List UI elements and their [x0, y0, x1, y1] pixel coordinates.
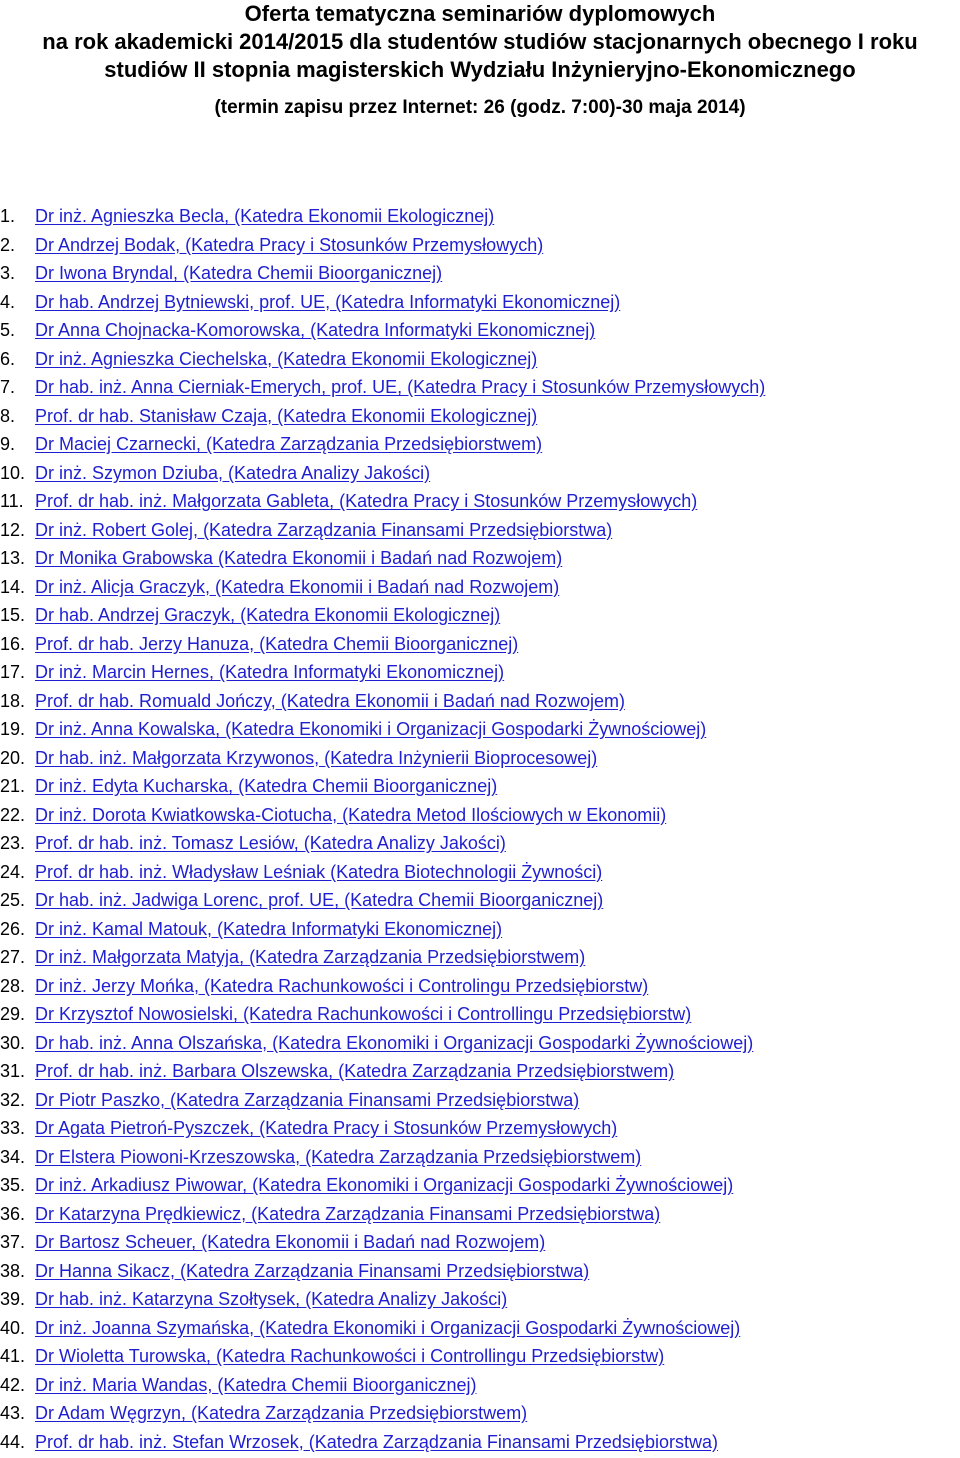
list-item	[0, 1228, 960, 1257]
item-number: 4.	[0, 291, 16, 312]
item-number: 13.	[0, 548, 26, 568]
supervisor-link[interactable]: Dr inż. Agnieszka Becla, (Katedra Ekonomii Ekologicznej)	[35, 206, 495, 226]
item-number: 26.	[0, 918, 26, 939]
item-number: 19.	[0, 719, 26, 739]
item-number: 30.	[0, 1032, 26, 1053]
list-item	[0, 1342, 960, 1371]
item-number: 43.	[0, 1403, 26, 1423]
list-item	[0, 829, 960, 858]
supervisor-link[interactable]: Dr Adam Węgrzyn, (Katedra Zarządzania Przedsiębiorstwem)	[35, 1403, 528, 1423]
list-item	[0, 1057, 960, 1086]
list-item	[0, 630, 960, 659]
list-item	[0, 544, 960, 573]
list-item	[0, 316, 960, 345]
supervisor-link[interactable]: Dr inż. Dorota Kwiatkowska-Ciotucha, (Katedra Metod Ilościowych w Ekonomii)	[35, 804, 667, 825]
list-item	[0, 373, 960, 402]
item-number: 41.	[0, 1346, 26, 1366]
title-line-2: na rok akademicki 2014/2015 dla studentów studiów stacjonarnych obecnego I roku	[42, 29, 918, 54]
list-item	[0, 1428, 960, 1457]
list-item	[0, 259, 960, 288]
list-item	[0, 1086, 960, 1115]
item-number: 42.	[0, 1374, 26, 1395]
item-number: 9.	[0, 434, 16, 454]
list-item	[0, 687, 960, 716]
supervisor-link[interactable]: Dr Katarzyna Prędkiewicz, (Katedra Zarządzania Finansami Przedsiębiorstwa)	[35, 1203, 661, 1224]
item-number: 10.	[0, 462, 26, 483]
supervisor-link[interactable]: Prof. dr hab. inż. Stefan Wrzosek, (Katedra Zarządzania Finansami Przedsiębiorstwa)	[35, 1431, 718, 1452]
item-number: 14.	[0, 576, 26, 597]
supervisor-link[interactable]: Dr inż. Małgorzata Matyja, (Katedra Zarządzania Przedsiębiorstwem)	[35, 947, 586, 967]
list-item	[0, 487, 960, 516]
list-item	[0, 1371, 960, 1400]
supervisor-link[interactable]: Dr inż. Robert Golej, (Katedra Zarządzania Finansami Przedsiębiorstwa)	[35, 519, 613, 540]
supervisor-link[interactable]: Dr inż. Edyta Kucharska, (Katedra Chemii Bioorganicznej)	[35, 776, 498, 796]
list-item	[0, 1314, 960, 1343]
enrollment-term: (termin zapisu przez Internet: 26 (godz. 7:00)-30 maja 2014)	[214, 97, 746, 118]
document-header	[0, 0, 960, 122]
supervisor-link[interactable]: Dr Bartosz Scheuer, (Katedra Ekonomii i Badań nad Rozwojem)	[35, 1232, 546, 1252]
item-number: 32.	[0, 1089, 26, 1110]
supervisor-link[interactable]: Dr hab. inż. Małgorzata Krzywonos, (Katedra Inżynierii Bioprocesowej)	[35, 747, 598, 768]
title-line-1: Oferta tematyczna seminariów dyplomowych	[244, 1, 716, 26]
supervisor-link[interactable]: Dr Hanna Sikacz, (Katedra Zarządzania Finansami Przedsiębiorstwa)	[35, 1260, 590, 1281]
list-item	[0, 915, 960, 944]
supervisor-link[interactable]: Dr inż. Kamal Matouk, (Katedra Informatyki Ekonomicznej)	[35, 918, 503, 939]
item-number: 22.	[0, 804, 26, 825]
list-item	[0, 573, 960, 602]
item-number: 31.	[0, 1061, 26, 1081]
list-item	[0, 801, 960, 830]
title-line-3: studiów II stopnia magisterskich Wydziału Inżynieryjno-Ekonomicznego	[104, 57, 856, 82]
item-number: 35.	[0, 1175, 26, 1195]
supervisor-link[interactable]: Dr Iwona Bryndal, (Katedra Chemii Bioorganicznej)	[35, 263, 443, 283]
list-item	[0, 658, 960, 687]
supervisor-link[interactable]: Dr hab. inż. Jadwiga Lorenc, prof. UE, (Katedra Chemii Bioorganicznej)	[35, 890, 604, 910]
list-item	[0, 231, 960, 260]
supervisor-link[interactable]: Dr Anna Chojnacka-Komorowska, (Katedra Informatyki Ekonomicznej)	[35, 320, 596, 340]
list-item	[0, 1200, 960, 1229]
supervisor-link[interactable]: Dr hab. Andrzej Bytniewski, prof. UE, (Katedra Informatyki Ekonomicznej)	[35, 291, 621, 312]
item-number: 16.	[0, 633, 26, 654]
supervisor-link[interactable]: Dr inż. Maria Wandas, (Katedra Chemii Bioorganicznej)	[35, 1374, 477, 1395]
list-item	[0, 516, 960, 545]
supervisor-link[interactable]: Dr inż. Szymon Dziuba, (Katedra Analizy Jakości)	[35, 462, 431, 483]
supervisor-link[interactable]: Dr Krzysztof Nowosielski, (Katedra Rachunkowości i Controllingu Przedsiębiorstw)	[35, 1004, 692, 1024]
item-number: 1.	[0, 206, 16, 226]
list-item	[0, 1257, 960, 1286]
list-item	[0, 1029, 960, 1058]
item-number: 6.	[0, 348, 16, 369]
item-number: 33.	[0, 1118, 26, 1138]
item-number: 38.	[0, 1260, 26, 1281]
item-number: 34.	[0, 1146, 26, 1167]
item-number: 39.	[0, 1289, 26, 1309]
list-item	[0, 430, 960, 459]
list-item	[0, 715, 960, 744]
supervisor-link[interactable]: Dr Wioletta Turowska, (Katedra Rachunkowości i Controllingu Przedsiębiorstw)	[35, 1346, 665, 1366]
supervisor-link[interactable]: Dr hab. inż. Anna Olszańska, (Katedra Ekonomiki i Organizacji Gospodarki Żywnościowej)	[35, 1032, 754, 1053]
supervisor-link[interactable]: Dr inż. Marcin Hernes, (Katedra Informatyki Ekonomicznej)	[35, 662, 505, 682]
supervisor-link[interactable]: Dr inż. Agnieszka Ciechelska, (Katedra Ekonomii Ekologicznej)	[35, 348, 538, 369]
list-item	[0, 202, 960, 231]
supervisor-link[interactable]: Dr hab. Andrzej Graczyk, (Katedra Ekonomii Ekologicznej)	[35, 605, 501, 625]
supervisor-link[interactable]: Prof. dr hab. inż. Władysław Leśniak (Katedra Biotechnologii Żywności)	[35, 861, 603, 882]
list-item	[0, 744, 960, 773]
supervisor-link[interactable]: Dr inż. Alicja Graczyk, (Katedra Ekonomii i Badań nad Rozwojem)	[35, 576, 560, 597]
list-item	[0, 943, 960, 972]
supervisor-link[interactable]: Dr Piotr Paszko, (Katedra Zarządzania Finansami Przedsiębiorstwa)	[35, 1089, 580, 1110]
item-number: 18.	[0, 690, 26, 711]
item-number: 15.	[0, 605, 26, 625]
list-item	[0, 1399, 960, 1428]
supervisor-link[interactable]: Prof. dr hab. inż. Barbara Olszewska, (Katedra Zarządzania Przedsiębiorstwem)	[35, 1061, 675, 1081]
item-number: 28.	[0, 975, 26, 996]
item-number: 3.	[0, 263, 16, 283]
supervisor-link[interactable]: Dr Maciej Czarnecki, (Katedra Zarządzania Przedsiębiorstwem)	[35, 434, 543, 454]
supervisor-link[interactable]: Dr hab. inż. Katarzyna Szołtysek, (Katedra Analizy Jakości)	[35, 1289, 508, 1309]
supervisor-link[interactable]: Dr Andrzej Bodak, (Katedra Pracy i Stosunków Przemysłowych)	[35, 234, 544, 255]
item-number: 23.	[0, 833, 26, 853]
item-number: 11.	[0, 491, 24, 511]
list-item	[0, 972, 960, 1001]
item-number: 40.	[0, 1317, 26, 1338]
item-number: 29.	[0, 1004, 26, 1024]
supervisor-link[interactable]: Dr Monika Grabowska (Katedra Ekonomii i Badań nad Rozwojem)	[35, 548, 563, 568]
list-item	[0, 288, 960, 317]
list-item	[0, 886, 960, 915]
supervisor-link[interactable]: Prof. dr hab. inż. Tomasz Lesiów, (Katedra Analizy Jakości)	[35, 833, 506, 853]
item-number: 20.	[0, 747, 26, 768]
supervisor-link[interactable]: Dr Elstera Piowoni-Krzeszowska, (Katedra Zarządzania Przedsiębiorstwem)	[35, 1146, 642, 1167]
list-item	[0, 402, 960, 431]
list-item	[0, 1143, 960, 1172]
list-item	[0, 1000, 960, 1029]
item-number: 27.	[0, 947, 26, 967]
supervisor-link[interactable]: Prof. dr hab. Jerzy Hanuza, (Katedra Chemii Bioorganicznej)	[35, 633, 519, 654]
item-number: 44.	[0, 1431, 26, 1452]
supervisor-link[interactable]: Prof. dr hab. Stanisław Czaja, (Katedra Ekonomii Ekologicznej)	[35, 405, 538, 426]
item-number: 37.	[0, 1232, 26, 1252]
item-number: 7.	[0, 377, 16, 397]
supervisor-link[interactable]: Dr inż. Arkadiusz Piwowar, (Katedra Ekonomiki i Organizacji Gospodarki Żywnościowej)	[35, 1175, 734, 1195]
supervisor-link[interactable]: Dr inż. Joanna Szymańska, (Katedra Ekonomiki i Organizacji Gospodarki Żywnościowej)	[35, 1317, 741, 1338]
item-number: 25.	[0, 890, 26, 910]
item-number: 21.	[0, 776, 26, 796]
item-number: 2.	[0, 234, 16, 255]
list-item	[0, 772, 960, 801]
supervisor-link[interactable]: Prof. dr hab. Romuald Jończy, (Katedra Ekonomii i Badań nad Rozwojem)	[35, 690, 625, 711]
list-item	[0, 1171, 960, 1200]
item-number: 24.	[0, 861, 26, 882]
supervisor-link[interactable]: Prof. dr hab. inż. Małgorzata Gableta, (Katedra Pracy i Stosunków Przemysłowych)	[35, 491, 698, 511]
supervisor-link[interactable]: Dr inż. Anna Kowalska, (Katedra Ekonomiki i Organizacji Gospodarki Żywnościowej)	[35, 719, 707, 739]
item-number: 5.	[0, 320, 16, 340]
item-number: 8.	[0, 405, 16, 426]
item-number: 17.	[0, 662, 26, 682]
list-item	[0, 345, 960, 374]
list-item	[0, 1285, 960, 1314]
list-item	[0, 459, 960, 488]
item-number: 12.	[0, 519, 26, 540]
list-item	[0, 601, 960, 630]
supervisor-link[interactable]: Dr hab. inż. Anna Cierniak-Emerych, prof. UE, (Katedra Pracy i Stosunków Przemysłowych)	[35, 377, 766, 397]
seminar-list	[0, 202, 960, 1456]
supervisor-link[interactable]: Dr Agata Pietroń-Pyszczek, (Katedra Pracy i Stosunków Przemysłowych)	[35, 1118, 618, 1138]
item-number: 36.	[0, 1203, 26, 1224]
supervisor-link[interactable]: Dr inż. Jerzy Mońka, (Katedra Rachunkowości i Controlingu Przedsiębiorstw)	[35, 975, 649, 996]
list-item	[0, 858, 960, 887]
list-item	[0, 1114, 960, 1143]
